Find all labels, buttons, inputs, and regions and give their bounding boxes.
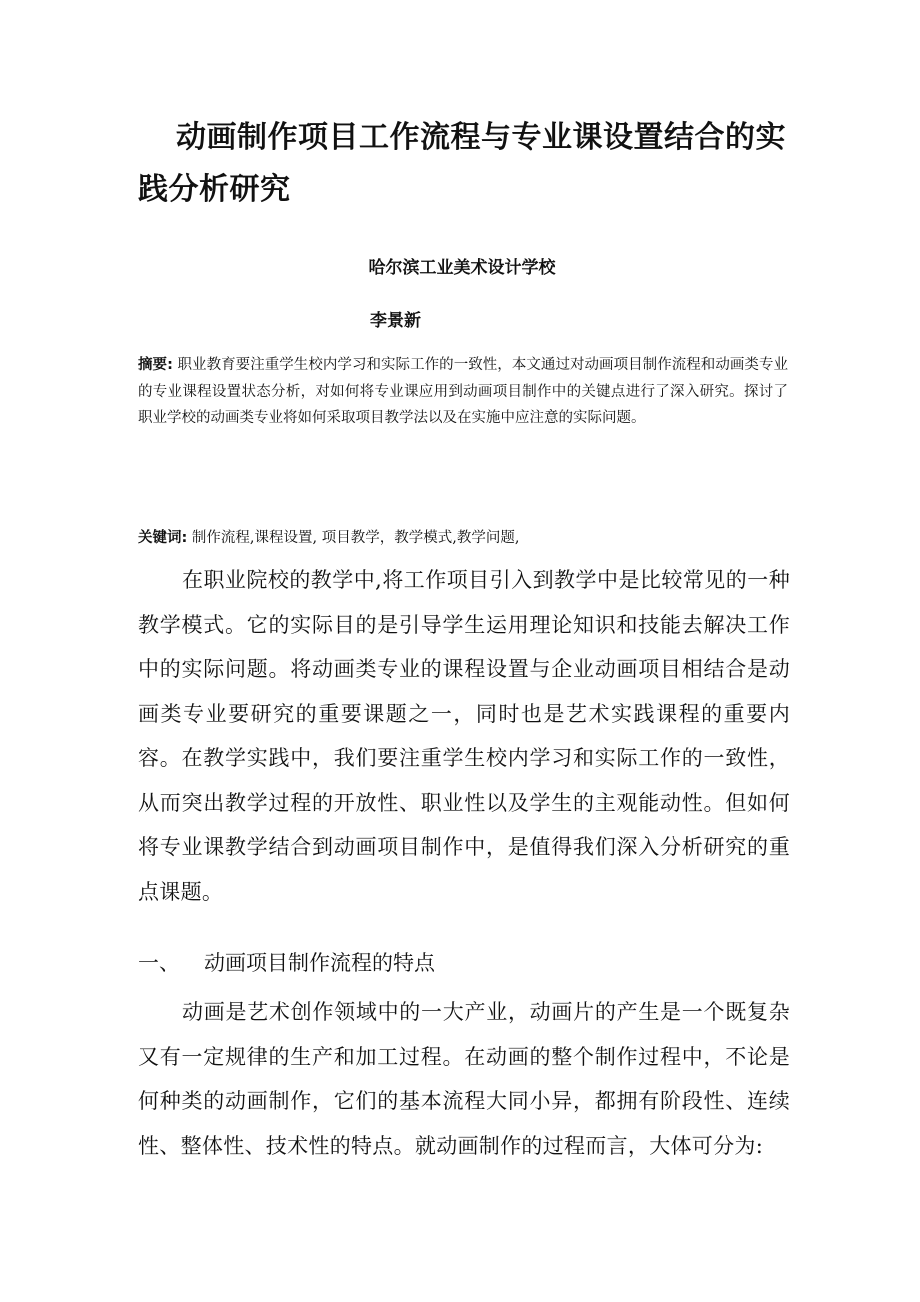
section-number: 一、 — [138, 951, 180, 975]
keywords-label: 关键词: — [138, 530, 188, 546]
document-title: 动画制作项目工作流程与专业课设置结合的实践分析研究 — [138, 120, 786, 207]
abstract — [138, 352, 788, 432]
body-paragraph-2: 动画是艺术创作领域中的一大产业，动画片的产生是一个既复杂又有一定规律的生产和加工过程。在动画的整个制作过程中，不论是何种类的动画制作，它们的基本流程大同小异，都拥有阶段性、连续性、整体性、技术性的特点。就动画制作的过程而言，大体可分为: — [138, 1000, 790, 1158]
keywords — [138, 527, 788, 549]
section-title: 动画项目制作流程的特点 — [204, 951, 435, 975]
section-heading-1 — [138, 943, 435, 983]
abstract-text: 职业教育要注重学生校内学习和实际工作的一致性，本文通过对动画项目制作流程和动画类专业的专业课程设置状态分析，对如何将专业课应用到动画项目制作中的关键点进行了深入研究。探讨了职业学校的动画类专业将如何采取项目教学法以及在实施中应注意的实际问题。 — [138, 357, 788, 426]
abstract-label: 摘要: — [138, 357, 173, 373]
author-name: 李景新 — [370, 311, 421, 331]
school-name: 哈尔滨工业美术设计学校 — [368, 258, 556, 278]
keywords-text: 制作流程,课程设置, 项目教学，教学模式,教学问题, — [187, 530, 520, 546]
body-paragraph-1: 在职业院校的教学中,将工作项目引入到教学中是比较常见的一种教学模式。它的实际目的是引导学生运用理论知识和技能去解决工作中的实际问题。将动画类专业的课程设置与企业动画项目相结合是动画类专业要研究的重要课题之一，同时也是艺术实践课程的重要内容。在教学实践中，我们要注重学生校内学习和实际工作的一致性，从而突出教学过程的开放性、职业性以及学生的主观能动性。但如何将专业课教学结合到动画项目制作中，是值得我们深入分析研究的重点课题。 — [138, 568, 790, 904]
